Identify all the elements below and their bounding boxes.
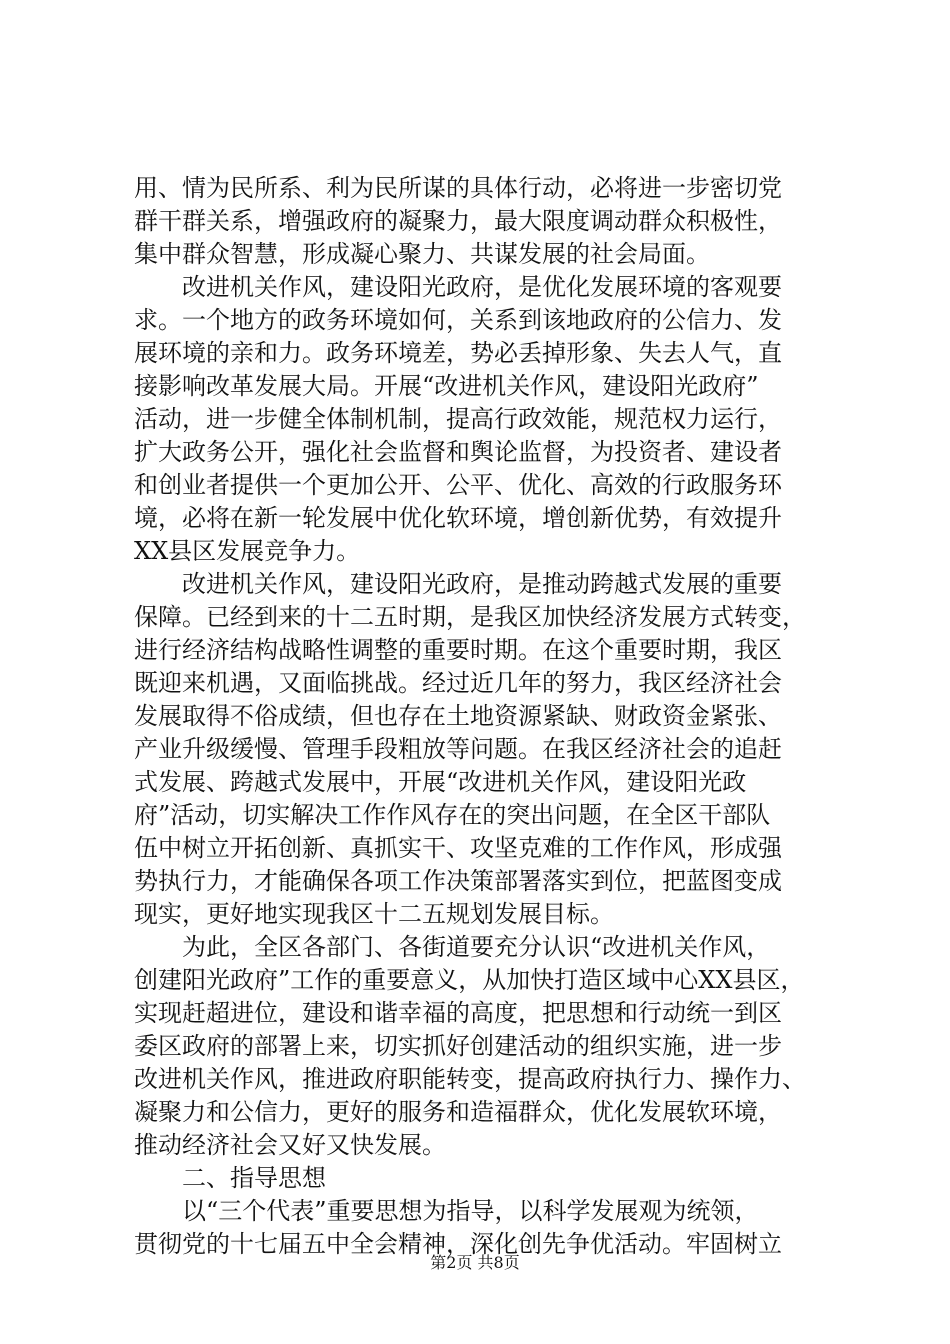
text-line: 用、情为民所系、利为民所谋的具体行动，必将进一步密切党 bbox=[134, 174, 782, 202]
text-line: 展环境的亲和力。政务环境差，势必丢掉形象、失去人气，直 bbox=[134, 339, 782, 367]
text-line: 改进机关作风，推进政府职能转变，提高政府执行力、操作力、 bbox=[134, 1065, 806, 1093]
text-line: 创建阳光政府”工作的重要意义，从加快打造区域中心XX县区， bbox=[134, 966, 805, 994]
text-line: 产业升级缓慢、管理手段粗放等问题。在我区经济社会的追赶 bbox=[134, 735, 782, 763]
text-line: 既迎来机遇，又面临挑战。经过近几年的努力，我区经济社会 bbox=[134, 669, 782, 697]
text-line: 和创业者提供一个更加公开、公平、优化、高效的行政服务环 bbox=[134, 471, 782, 499]
document-body bbox=[134, 172, 824, 1261]
text-line: 府”活动，切实解决工作作风存在的突出问题，在全区干部队 bbox=[134, 801, 771, 829]
text-line: 实现赶超进位，建设和谐幸福的高度，把思想和行动统一到区 bbox=[134, 999, 782, 1027]
text-line: 群干群关系，增强政府的凝聚力，最大限度调动群众积极性， bbox=[134, 207, 782, 235]
text-line: 进行经济结构战略性调整的重要时期。在这个重要时期，我区 bbox=[134, 636, 782, 664]
text-line: 扩大政务公开，强化社会监督和舆论监督，为投资者、建设者 bbox=[134, 438, 782, 466]
text-line: 保障。已经到来的十二五时期，是我区加快经济发展方式转变， bbox=[134, 603, 806, 631]
text-line: 改进机关作风，建设阳光政府，是推动跨越式发展的重要 bbox=[182, 570, 782, 598]
text-line: 推动经济社会又好又快发展。 bbox=[134, 1131, 446, 1159]
text-line: 二、指导思想 bbox=[182, 1164, 326, 1192]
text-line: 接影响改革发展大局。开展“改进机关作风，建设阳光政府” bbox=[134, 372, 759, 400]
text-line: 式发展、跨越式发展中，开展“改进机关作风，建设阳光政 bbox=[134, 768, 747, 796]
text-line: 发展取得不俗成绩，但也存在土地资源紧缺、财政资金紧张、 bbox=[134, 702, 782, 730]
text-line: 求。一个地方的政务环境如何，关系到该地政府的公信力、发 bbox=[134, 306, 782, 334]
text-line: 集中群众智慧，形成凝心聚力、共谋发展的社会局面。 bbox=[134, 240, 710, 268]
text-line: 势执行力，才能确保各项工作决策部署落实到位，把蓝图变成 bbox=[134, 867, 782, 895]
text-line: 为此，全区各部门、各街道要充分认识“改进机关作风， bbox=[182, 933, 771, 961]
text-line: 伍中树立开拓创新、真抓实干、攻坚克难的工作作风，形成强 bbox=[134, 834, 782, 862]
text-line: 现实，更好地实现我区十二五规划发展目标。 bbox=[134, 900, 614, 928]
text-line: 境，必将在新一轮发展中优化软环境，增创新优势，有效提升 bbox=[134, 504, 782, 532]
text-line: 活动，进一步健全体制机制，提高行政效能，规范权力运行， bbox=[134, 405, 782, 433]
text-line: 委区政府的部署上来，切实抓好创建活动的组织实施，进一步 bbox=[134, 1032, 782, 1060]
text-line: 贯彻党的十七届五中全会精神，深化创先争优活动。牢固树立 bbox=[134, 1230, 782, 1258]
text-line: 凝聚力和公信力，更好的服务和造福群众，优化发展软环境， bbox=[134, 1098, 782, 1126]
text-line: XX县区发展竞争力。 bbox=[134, 537, 361, 565]
text-line: 以“三个代表”重要思想为指导，以科学发展观为统领， bbox=[182, 1197, 759, 1225]
page-footer: 第2页 共8页 bbox=[430, 1253, 520, 1272]
text-line: 改进机关作风，建设阳光政府，是优化发展环境的客观要 bbox=[182, 273, 782, 301]
